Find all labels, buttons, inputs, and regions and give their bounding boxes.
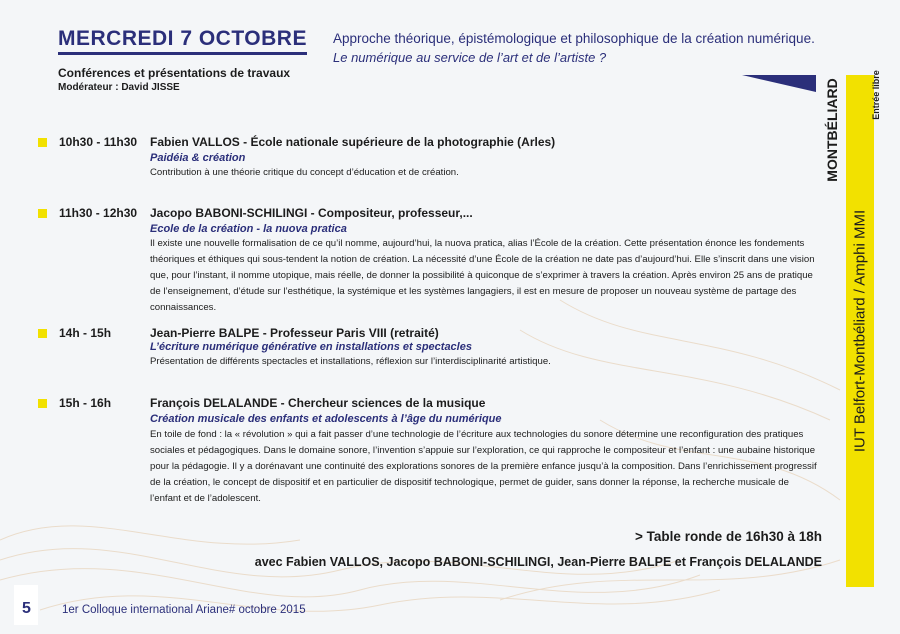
session-speaker: François DELALANDE - Chercheur sciences de la musique (150, 396, 486, 410)
session-speaker: Fabien VALLOS - École nationale supérieure de la photographie (Arles) (150, 135, 556, 149)
session-title: Paidéia & création (150, 152, 246, 164)
session-time: 11h30 - 12h30 (59, 206, 138, 220)
session-title: L’écriture numérique générative en installations et spectacles (150, 341, 472, 353)
session-title: Création musicale des enfants et adolescents à l’âge du numérique (150, 413, 502, 425)
bullet-marker (38, 209, 47, 218)
session-title: Ecole de la création - la nuova pratica (150, 223, 347, 235)
session-description: Il existe une nouvelle formalisation de ce qu’il nomme, aujourd’hui, la nuova pratica, alias l’École de la création. Cette présentation énonce les fondements théoriques et éthiques qui sous-tendent la notion de création. La nécessité d’une École de la création ne date pas d’aujourd’hui. Elle s’inscrit dans une vision que, pour l’instant, il nomme utopique, mais réelle, de donner la possibilité à quiconque de s’exprimer à travers la création. Après environ 25 ans de pratique de l’enseignement, d’étude sur l’esthétique, la systémique et les systèmes langagiers, il est en mesure de proposer un nouveau système de partage des connaissances. (150, 238, 815, 313)
footer-text: 1er Colloque international Ariane# octobre 2015 (62, 604, 306, 616)
city-label: MONTBÉLIARD (824, 78, 840, 182)
session-time: 15h - 16h (59, 396, 112, 410)
session-speaker: Jacopo BABONI-SCHILINGI - Compositeur, professeur,... (150, 206, 473, 220)
theme-title: Approche théorique, épistémologique et philosophique de la création numérique. (333, 31, 815, 46)
page-number: 5 (22, 600, 31, 617)
session-time: 14h - 15h (59, 326, 112, 340)
moderator-line: Modérateur : David JISSE (58, 82, 180, 93)
roundtable-heading: > Table ronde de 16h30 à 18h (635, 529, 822, 544)
entry-label: Entrée libre (871, 70, 881, 120)
bullet-marker (38, 399, 47, 408)
session-speaker: Jean-Pierre BALPE - Professeur Paris VIII (retraité) (150, 326, 439, 340)
session-description: Contribution à une théorie critique du concept d’éducation et de création. (150, 167, 459, 178)
bullet-marker (38, 329, 47, 338)
bullet-marker (38, 138, 47, 147)
theme-subtitle: Le numérique au service de l’art et de l’artiste ? (333, 50, 607, 65)
session-time: 10h30 - 11h30 (59, 135, 138, 149)
program-subtitle: Conférences et présentations de travaux (58, 66, 291, 80)
roundtable-participants: avec Fabien VALLOS, Jacopo BABONI-SCHILINGI, Jean-Pierre BALPE et François DELALANDE (254, 555, 822, 569)
page-title: MERCREDI 7 OCTOBRE (58, 27, 307, 55)
session-description: En toile de fond : la « révolution » qui a fait passer d’une technologie de l’écriture aux technologies du sonore détermine une reconfiguration des pratiques sociales et pédagogiques. Dans le domaine sonore, l’invention s’appuie sur l’exploration, ce qui rapproche le compositeur et l’enfant : une aubaine historique pour la pédagogie. Il y a dorénavant une continuité des explorations sonores de la première enfance jusqu’à la composition. Dans l’enrichissement progressif de la création, le concept de dispositif et en particulier de dispositif technologique, permet de guider, sans donner la réponse, la recherche musicale de l’enfant et de l’adolescent. (150, 429, 817, 504)
session-description: Présentation de différents spectacles et installations, réflexion sur l’interdisciplinarité artistique. (150, 356, 551, 367)
venue-label: IUT Belfort-Montbéliard / Amphi MMI (851, 209, 869, 453)
